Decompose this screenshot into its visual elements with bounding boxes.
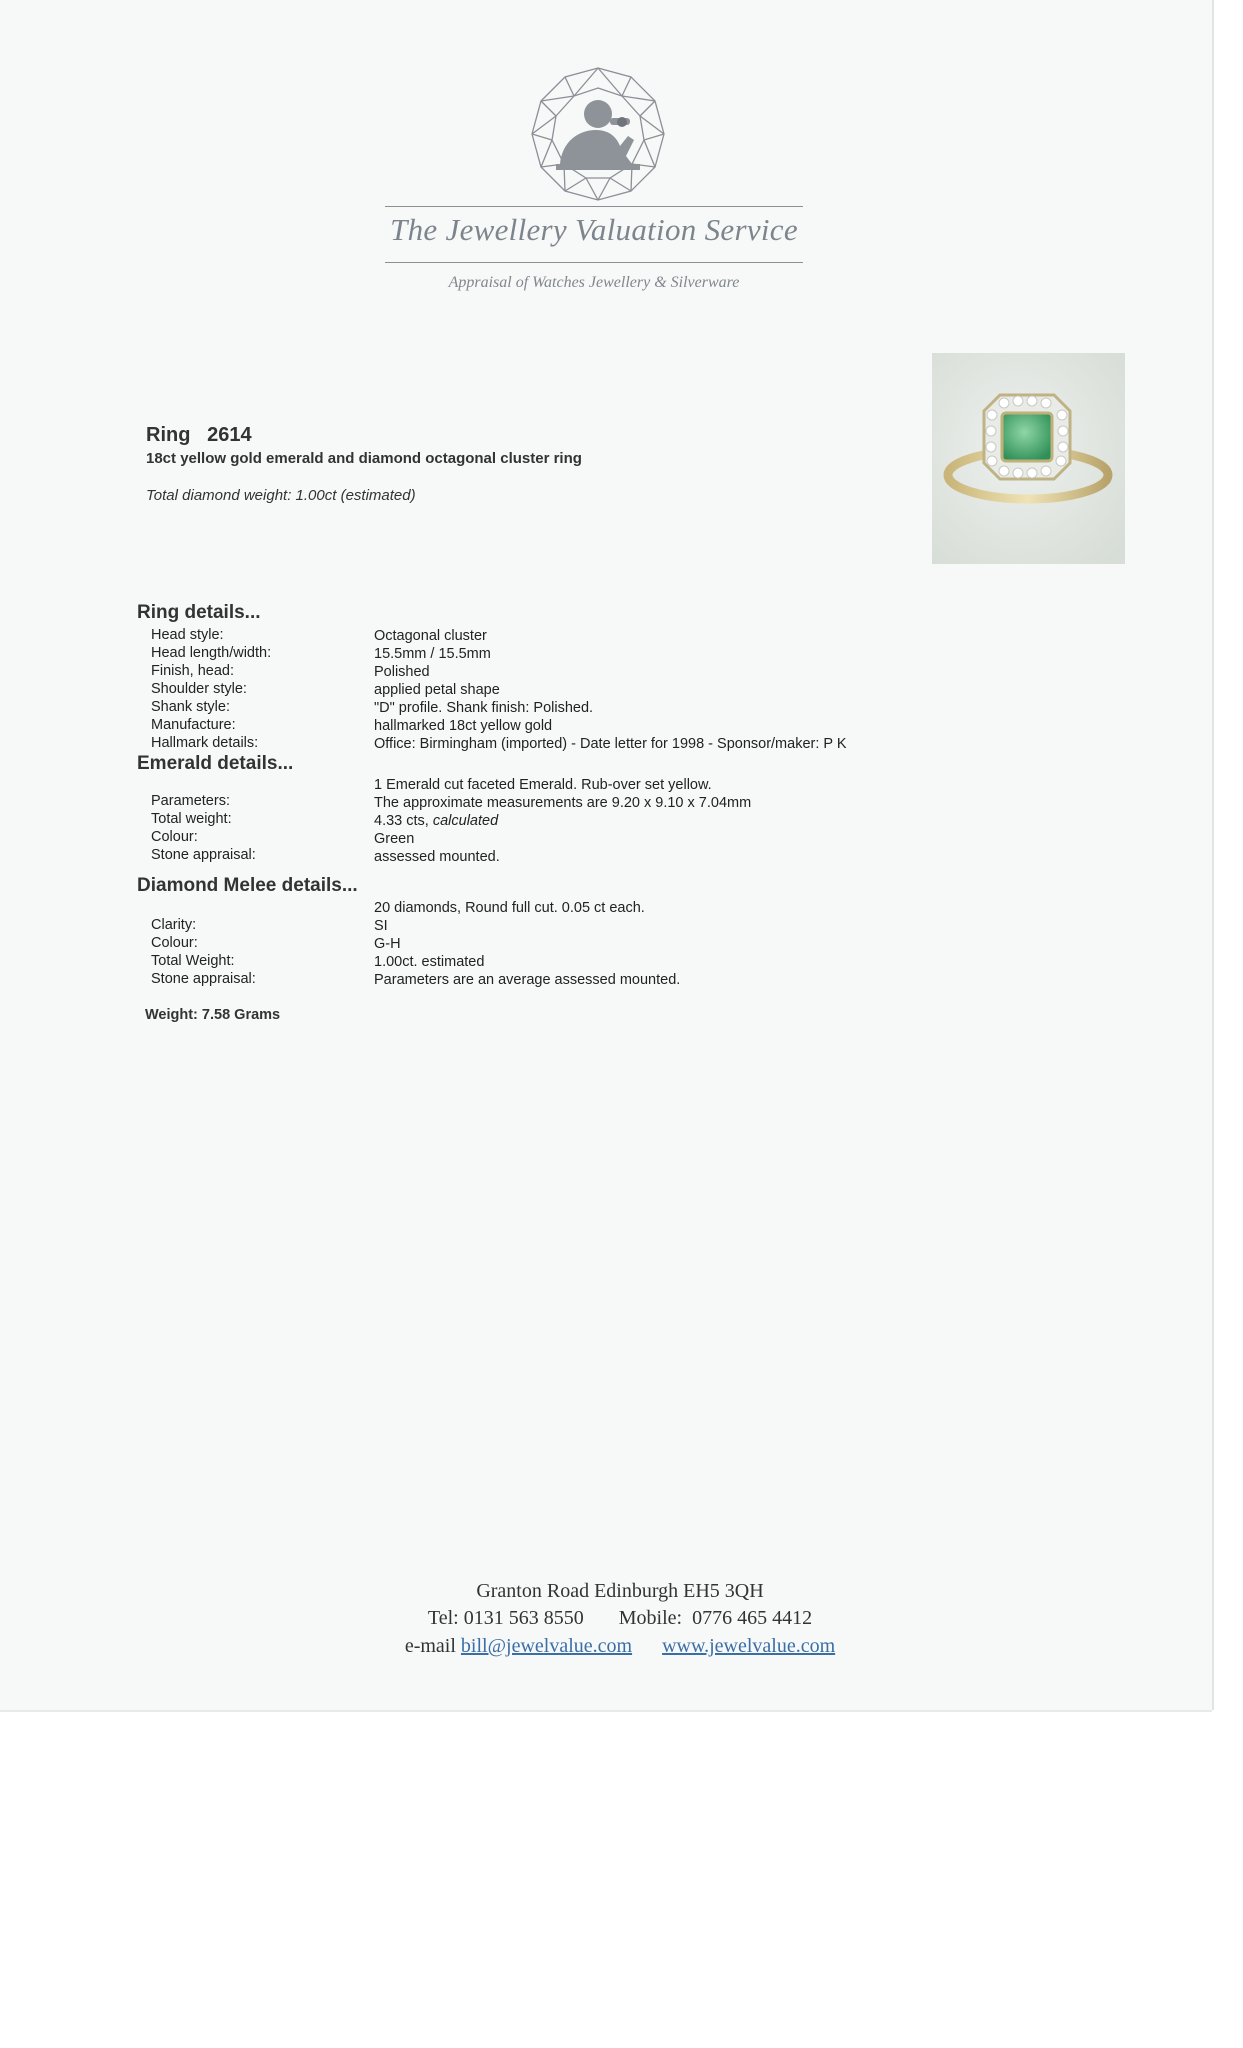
footer-email-link[interactable]: bill@jewelvalue.com xyxy=(460,1635,633,1657)
footer-address: Granton Road Edinburgh EH5 3QH xyxy=(476,1580,764,1602)
emerald-intro: 1 Emerald cut faceted Emerald. Rub-over set yellow. xyxy=(374,777,712,793)
brand-tagline: Appraisal of Watches Jewellery & Silverware xyxy=(448,274,740,291)
footer-email-label: e-mail xyxy=(404,1635,456,1657)
footer-website-link[interactable]: www.jewelvalue.com xyxy=(662,1635,836,1657)
detail-label: Stone appraisal: xyxy=(151,971,256,987)
footer-tel: Tel: 0131 563 8550 xyxy=(427,1607,584,1629)
brand-name: The Jewellery Valuation Service xyxy=(390,212,798,247)
detail-value: hallmarked 18ct yellow gold xyxy=(374,718,553,734)
ring-details-heading: Ring details... xyxy=(137,602,261,623)
detail-label: Head length/width: xyxy=(151,645,272,661)
weight-value: 4.33 cts, xyxy=(374,813,433,829)
detail-label: Shank style: xyxy=(151,699,230,715)
detail-label: Colour: xyxy=(151,829,198,845)
emerald-details-heading: Emerald details... xyxy=(137,753,294,774)
item-subtitle: 18ct yellow gold emerald and diamond octagonal cluster ring xyxy=(146,450,582,467)
detail-label: Head style: xyxy=(151,627,224,643)
footer-mobile: Mobile: 0776 465 4412 xyxy=(618,1607,813,1629)
detail-value: The approximate measurements are 9.20 x 9.10 x 7.04mm xyxy=(374,795,752,811)
detail-label: Hallmark details: xyxy=(151,735,259,751)
detail-label: Clarity: xyxy=(151,917,197,933)
item-weight: Weight: 7.58 Grams xyxy=(145,1007,281,1023)
detail-value: 15.5mm / 15.5mm xyxy=(374,646,491,662)
detail-value: Office: Birmingham (imported) - Date letter for 1998 - Sponsor/maker: P K xyxy=(374,736,847,752)
detail-value xyxy=(374,813,498,829)
detail-value: G-H xyxy=(374,936,401,952)
ring-photo xyxy=(932,353,1125,564)
melee-intro: 20 diamonds, Round full cut. 0.05 ct each. xyxy=(374,900,645,916)
detail-value: Polished xyxy=(374,664,430,680)
total-diamond-weight: Total diamond weight: 1.00ct (estimated) xyxy=(146,487,416,504)
detail-label: Shoulder style: xyxy=(151,681,247,697)
detail-label: Total Weight: xyxy=(151,953,235,969)
detail-label: Finish, head: xyxy=(151,663,235,679)
detail-label: Total weight: xyxy=(151,811,232,827)
detail-value: applied petal shape xyxy=(374,682,500,698)
detail-value: "D" profile. Shank finish: Polished. xyxy=(374,700,594,716)
detail-value: 1.00ct. estimated xyxy=(374,954,485,970)
brand-rule-bottom xyxy=(385,262,803,263)
detail-label: Stone appraisal: xyxy=(151,847,256,863)
weight-qualifier: calculated xyxy=(432,813,499,829)
detail-value: SI xyxy=(374,918,388,934)
detail-label: Colour: xyxy=(151,935,198,951)
detail-value: Green xyxy=(374,831,415,847)
brand-rule-top xyxy=(385,206,803,207)
detail-label: Parameters: xyxy=(151,793,230,809)
detail-label: Manufacture: xyxy=(151,717,236,733)
footer-contact xyxy=(330,1635,910,1658)
item-title: Ring 2614 xyxy=(146,424,252,446)
jeweller-with-loupe-icon xyxy=(530,66,666,202)
detail-value: Parameters are an average assessed mounted. xyxy=(374,972,681,988)
melee-details-heading: Diamond Melee details... xyxy=(137,875,358,896)
detail-value: Octagonal cluster xyxy=(374,628,487,644)
footer-phones xyxy=(330,1607,910,1630)
detail-value: assessed mounted. xyxy=(374,849,500,865)
